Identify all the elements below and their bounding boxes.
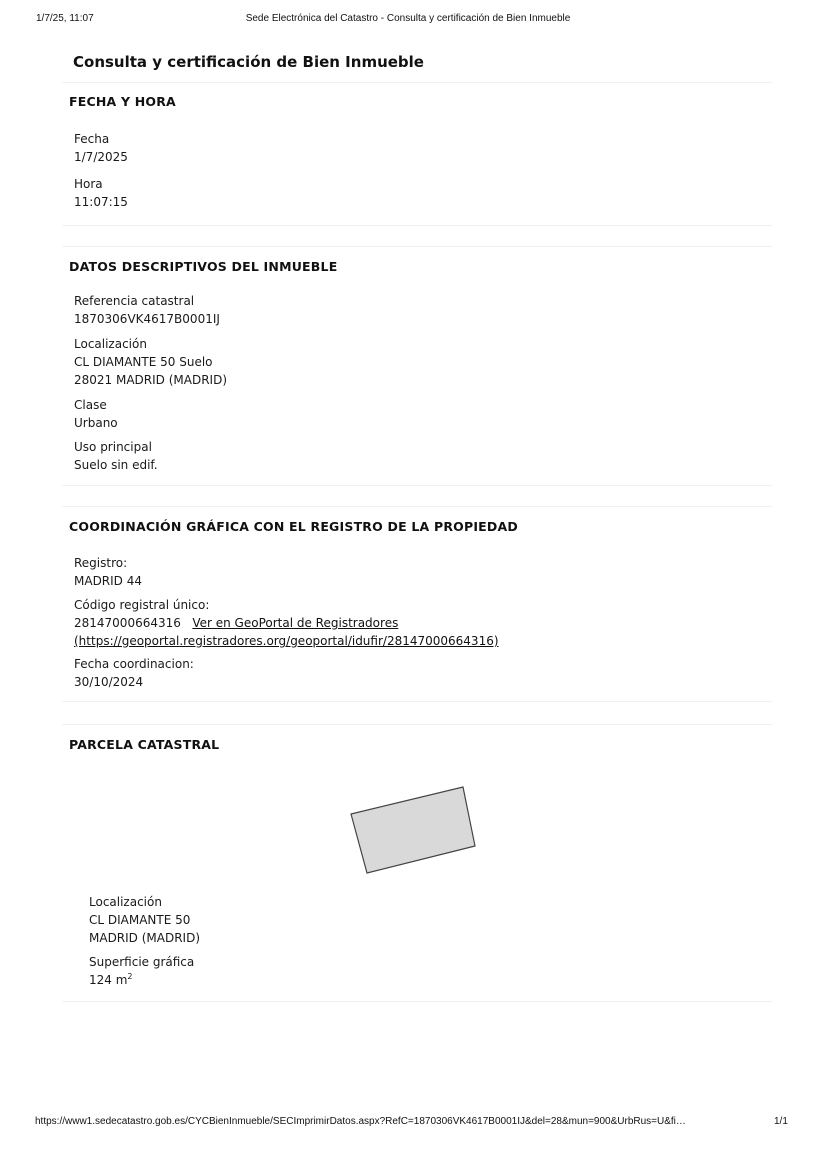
field-registro — [74, 554, 142, 590]
parcela-localizacion-line1: CL DIAMANTE 50 — [89, 913, 191, 927]
localizacion-line2: 28021 MADRID (MADRID) — [74, 373, 228, 387]
field-localizacion — [74, 335, 227, 389]
print-datetime: 1/7/25, 11:07 — [36, 13, 94, 24]
field-referencia — [74, 292, 220, 328]
geoportal-url[interactable]: (https://geoportal.registradores.org/geoportal/idufir/28147000664316) — [74, 634, 499, 648]
parcel-shape — [351, 787, 475, 873]
clase-value: Urbano — [74, 416, 118, 430]
parcela-localizacion-label: Localización — [89, 895, 162, 909]
parcel-map — [342, 780, 482, 880]
print-url: https://www1.sedecatastro.gob.es/CYCBienInmueble/SECImprimirDatos.aspx?RefC=1870306VK4617B0001IJ&del=28&mun=900&UrbRus=U&fi… — [35, 1116, 686, 1127]
field-codigo-registral — [74, 596, 499, 650]
geoportal-link[interactable]: Ver en GeoPortal de Registradores — [192, 616, 399, 630]
hora-label: Hora — [74, 177, 103, 191]
section-fecha-hora — [62, 82, 772, 226]
superficie-unit-exponent: 2 — [127, 972, 133, 981]
section-coordinacion — [62, 506, 772, 702]
localizacion-label: Localización — [74, 337, 147, 351]
superficie-label: Superficie gráfica — [89, 955, 195, 969]
referencia-value: 1870306VK4617B0001IJ — [74, 312, 220, 326]
registro-label: Registro: — [74, 556, 128, 570]
fecha-value: 1/7/2025 — [74, 150, 128, 164]
uso-label: Uso principal — [74, 440, 152, 454]
fecha-coordinacion-value: 30/10/2024 — [74, 675, 144, 689]
field-fecha — [74, 130, 128, 166]
parcela-localizacion-line2: MADRID (MADRID) — [89, 931, 201, 945]
clase-label: Clase — [74, 398, 107, 412]
section-parcela — [62, 724, 772, 1002]
section-heading-coordinacion: COORDINACIÓN GRÁFICA CON EL REGISTRO DE LA PROPIEDAD — [69, 519, 518, 534]
fecha-label: Fecha — [74, 132, 110, 146]
field-uso — [74, 438, 158, 474]
field-superficie — [89, 953, 194, 989]
section-heading-fecha-hora: FECHA Y HORA — [69, 94, 176, 109]
field-fecha-coordinacion — [74, 655, 194, 691]
superficie-value: 124 m — [89, 973, 128, 987]
registro-value: MADRID 44 — [74, 574, 143, 588]
codigo-label: Código registral único: — [74, 598, 210, 612]
uso-value: Suelo sin edif. — [74, 458, 158, 472]
print-page-number: 1/1 — [774, 1116, 788, 1127]
page-title: Consulta y certificación de Bien Inmueble — [73, 53, 424, 71]
print-title: Sede Electrónica del Catastro - Consulta y certificación de Bien Inmueble — [245, 13, 571, 24]
field-parcela-localizacion — [89, 893, 200, 947]
hora-value: 11:07:15 — [74, 195, 128, 209]
field-hora — [74, 175, 128, 211]
localizacion-line1: CL DIAMANTE 50 Suelo — [74, 355, 213, 369]
fecha-coordinacion-label: Fecha coordinacion: — [74, 657, 194, 671]
field-clase — [74, 396, 118, 432]
section-heading-parcela: PARCELA CATASTRAL — [69, 737, 220, 752]
section-datos-descriptivos — [62, 246, 772, 486]
section-heading-datos: DATOS DESCRIPTIVOS DEL INMUEBLE — [69, 259, 338, 274]
superficie-value-row — [89, 971, 194, 989]
codigo-row — [74, 614, 499, 632]
codigo-value: 28147000664316 — [74, 616, 181, 630]
referencia-label: Referencia catastral — [74, 294, 195, 308]
